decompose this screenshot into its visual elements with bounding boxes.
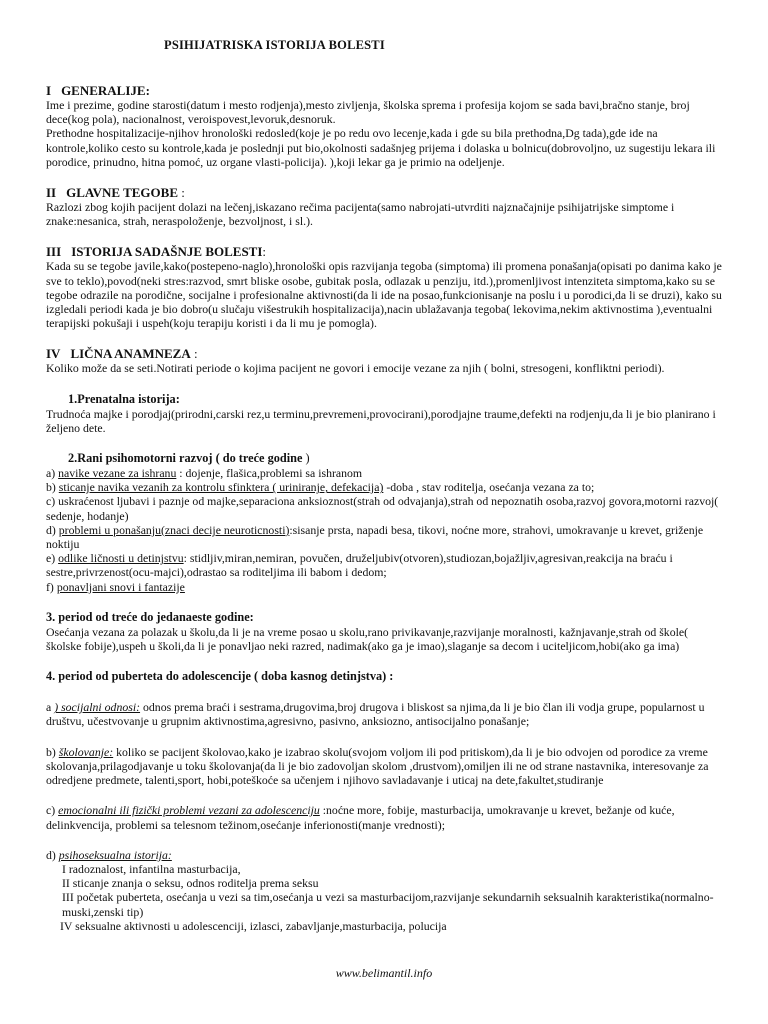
- section-generalije-heading: [46, 83, 726, 98]
- section-title: GLAVNE TEGOBE: [66, 185, 178, 201]
- section-title: ISTORIJA SADAŠNJE BOLESTI: [71, 244, 263, 260]
- glavne-tegobe-paragraph: Razlozi zbog kojih pacijent dolazi na lečenj,iskazano rečima pacijenta(samo nabrojati-utvrditi najznačajnije psihijatrijske simptome i znake:nesanica, strah, neraspoloženje, bezvoljnost, i sl.).: [46, 200, 675, 229]
- psihoseksualna-list-item: II sticanje znanja o seksu, odnos roditelja prema seksu: [62, 876, 319, 891]
- generalije-paragraph-2: Prethodne hospitalizacije-njihov hronološki redosled(koje je po redu ovo lecenje,kada i gde su bila prethodna,Dg tada),gde ide na kontrole,koliko cesto su kontrole,kada je poslednji put bio,okolnosti sadašnjeg prijema i dolaska u bolnicu(dobrovoljno, uz sugestiju lekara ili porodice, prinudno, hitna pomoć, uz organe vlasti-policija). ),koji lekar ga je primio na odeljenje.: [46, 126, 716, 169]
- rani-razvoj-heading: 2.Rani psihomotorni razvoj ( do treće godine ): [68, 451, 310, 466]
- licna-anamneza-paragraph: Koliko može da se seti.Notirati periode o kojima pacijent ne govori i emocije vezane za njih ( bolni, stresogeni, konfliktni periodi).: [46, 361, 665, 376]
- psihoseksualna-list-item: I radoznalost, infantilna masturbacija,: [62, 861, 241, 876]
- section-number: II: [46, 185, 57, 201]
- section-title: GENERALIJE:: [61, 83, 150, 98]
- pubertet-item-c: c) emocionalni ili fizički problemi vezani za adolescenciju :noćne more, fobije, masturbacija, umokravanje u krevet, bežanje od kuće, delinkvencija, problemi sa telesnom težinom,osećanje inferionosti(manje vrednosti);: [46, 803, 675, 832]
- generalije-paragraph-1: Ime i prezime, godine starosti(datum i mesto rodjenja),mesto zivljenja, školska sprema i profesija kojom se sada bavi,bračno stanje, broj dece(kog pola), nacionalnost, veroispovest,levoruk,desnoruk.: [46, 98, 690, 127]
- rani-razvoj-item-b: b) sticanje navika vezanih za kontrolu sfinktera ( uriniranje, defekacija) -doba , stav roditelja, osećanja vezana za to;: [46, 480, 595, 495]
- section-licna-anamneza-heading: IV LIČNA ANAMNEZA :: [46, 346, 198, 362]
- pubertet-item-b: b) školovanje: koliko se pacijent školovao,kako je izabrao skolu(svojom voljom ili pod pritiskom),da li je bio odvojen od porodice za vreme skolovanja,prilagodjavanje u toku školovanja(da li je bio zadovoljan skolom ,drustvom),omiljen ili ne od strane nastavnika, interesovanje za odredjene predmete, talenti,sport, hobi,poteškoće sa učenjem i njihovo savladavanje i uticaj na dete,fakultet,studiranje: [46, 744, 709, 788]
- rani-razvoj-item-c: c) uskraćenost ljubavi i paznje od majke,separaciona anksioznost(strah od odvajanja),strah od nepoznatih osoba,razvoj govora,motorni razvoj( sedenje, hodanje): [46, 494, 719, 523]
- section-istorija-heading: III ISTORIJA SADAŠNJE BOLESTI:: [46, 244, 267, 260]
- prenatalna-heading: 1.Prenatalna istorija:: [68, 391, 180, 406]
- period-pubertet-heading: 4. period od puberteta do adolescencije ( doba kasnog detinjstva) :: [46, 669, 394, 684]
- rani-razvoj-item-e: e) odlike ličnosti u detinjstvu: stidljiv,miran,nemiran, povučen, druželjubiv(otvoren),studiozan,bojažljiv,agresivan,reakcija na braću i sestre,privrzenost(ocu-majci),odrastao sa roditeljima ili babom i dedom;: [46, 551, 673, 580]
- document-page: [46, 38, 726, 933]
- period-3-11-paragraph: Osećanja vezana za polazak u školu,da li je na vreme posao u skolu,rano privikavanje,razvijanje moralnosti, kažnjavanje,strah od škole( školske fobije),uspeh u školi,da li je ponavljao neki razred, nadimak(ako ga je imao),slaganje sa decom i uciteljicom,hobi(ako ga ima): [46, 624, 689, 654]
- rani-razvoj-item-d: d) problemi u ponašanju(znaci decije neuroticnosti):sisanje prsta, napadi besa, tikovi, noćne more, strahovi, umokravanje u krevet, griženje noktiju: [46, 522, 704, 552]
- istorija-paragraph: Kada su se tegobe javile,kako(postepeno-naglo),hronološki opis razvijanja tegoba (simptoma) ili promena ponašanja(opisati po danima kako je sve to teklo),povod(neki stres:razvod, smrt bliske osobe, gubitak posla, odlazak u penziju, itd.),promenljivost intenziteta simptoma,kako su se tegobe odrazile na porodične, socijalne i profesionalne aktivnosti(da li ide na posao,funkcionisanje na poslu i u porodici,da li se druzi), kako su izgledali periodi kada je bio dobro(u slučaju višestrukih hospitalizacija),nacin ublažavanja tegoba( lekovima,nekim aktivnostima ),eventualni terapijski pokušaji i uspeh(koju terapiju koristi i da li mu je pomogla).: [46, 259, 722, 331]
- document-title: PSIHIJATRISKA ISTORIJA BOLESTI: [164, 38, 385, 52]
- footer-website: www.belimantil.info: [335, 966, 433, 980]
- period-3-11-heading: 3. period od treće do jedanaeste godine:: [46, 609, 254, 624]
- section-number: I: [46, 83, 52, 98]
- section-glavne-tegobe-heading: II GLAVNE TEGOBE :: [46, 185, 185, 201]
- prenatalna-paragraph: Trudnoća majke i porodjaj(prirodni,carski rez,u terminu,prevremeni,provocirani),porodjajne traume,defekti na rodjenju,da li je bio planirano i željeno dete.: [46, 406, 716, 435]
- section-number: IV: [46, 346, 61, 362]
- psihoseksualna-list-item: III početak puberteta, osećanja u vezi sa tim,osećanja u vezi sa masturbacijom,razvijanje sekundarnih seksualnih karakteristika(normalno-muski,zenski tip): [62, 890, 714, 919]
- section-number: III: [46, 244, 62, 260]
- section-title: LIČNA ANAMNEZA: [70, 346, 191, 362]
- pubertet-item-a: a ) socijalni odnosi: odnos prema braći i sestrama,drugovima,broj drugova i bliskost sa njima,da li je bio član ili vodja grupe, popularnost u društvu, učestvovanje u grupnim aktivnostima,agresivno, pasivno, anksiozno, antisocijalno ponašanje;: [46, 700, 705, 729]
- rani-razvoj-item-a: a) navike vezane za ishranu : dojenje, flašica,problemi sa ishranom: [46, 466, 363, 481]
- rani-razvoj-item-f: f) ponavljani snovi i fantazije: [46, 579, 185, 594]
- pubertet-item-d: d) psihoseksualna istorija:: [46, 847, 172, 862]
- psihoseksualna-list-item: IV seksualne aktivnosti u adolescenciji, izlasci, zabavljanje,masturbacija, polucija: [60, 918, 447, 933]
